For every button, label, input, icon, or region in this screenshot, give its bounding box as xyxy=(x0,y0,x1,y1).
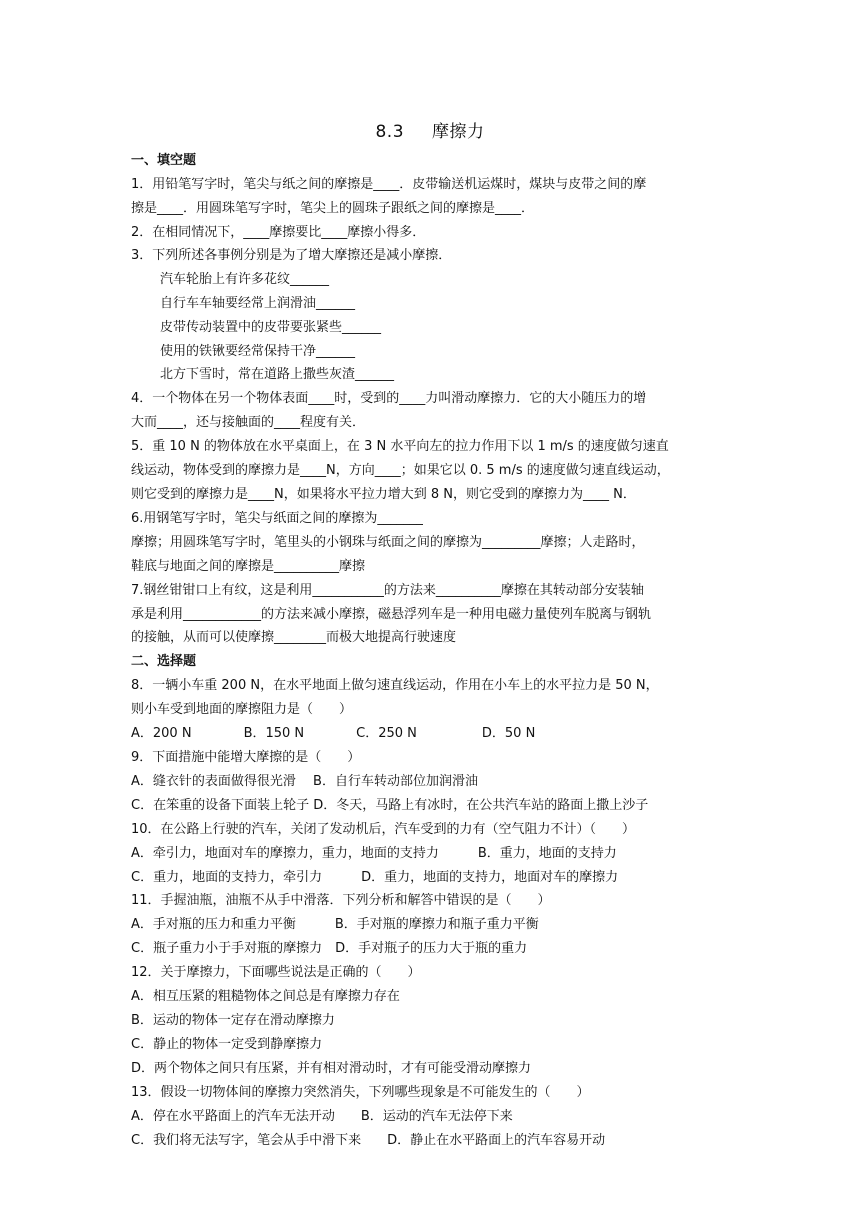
page-title xyxy=(0,117,860,142)
question-line: 1．用铅笔写字时，笔尖与纸之间的摩擦是____．皮带输送机运煤时，煤块与皮带之间的摩 xyxy=(131,177,647,192)
section-number: 8.3 xyxy=(375,122,405,142)
option-line: A．手对瓶的压力和重力平衡 B．手对瓶的摩擦力和瓶子重力平衡 xyxy=(131,917,539,932)
question-line: 2．在相同情况下，____摩擦要比____摩擦小得多． xyxy=(131,225,426,240)
question-line: 6.用钢笔写字时，笔尖与纸面之间的摩擦为_______ xyxy=(131,511,423,526)
option-line: A．200 N B．150 N C．250 N D．50 N xyxy=(131,726,536,741)
option-line: A．缝衣针的表面做得很光滑 B．自行车转动部位加润滑油 xyxy=(131,774,478,789)
question-line: 11．手握油瓶，油瓶不从手中滑落．下列分析和解答中错误的是（ ） xyxy=(131,893,551,908)
option-line: C．瓶子重力小于手对瓶的摩擦力 D．手对瓶子的压力大于瓶的重力 xyxy=(131,941,528,956)
option-line: C．重力，地面的支持力，牵引力 D．重力，地面的支持力，地面对车的摩擦力 xyxy=(131,870,619,885)
option-line: C．我们将无法写字，笔会从手中滑下来 D．静止在水平路面上的汽车容易开动 xyxy=(131,1133,606,1148)
question-line: 鞋底与地面之间的摩擦是__________摩擦 xyxy=(131,559,366,574)
question-line: 7.钢丝钳钳口上有纹，这是利用___________的方法来__________摩擦在其转动部分安装轴 xyxy=(131,583,644,598)
option-line: A．停在水平路面上的汽车无法开动 B．运动的汽车无法停下来 xyxy=(131,1109,513,1124)
example-line: 皮带传动装置中的皮带要张紧些______ xyxy=(160,320,382,335)
option-line: A．相互压紧的粗糙物体之间总是有摩擦力存在 xyxy=(131,989,400,1004)
section-heading-fill-in: 一、填空题 xyxy=(131,153,197,168)
question-line: 擦是____．用圆珠笔写字时，笔尖上的圆珠子跟纸之间的摩擦是____． xyxy=(131,201,535,216)
option-line: C．静止的物体一定受到静摩擦力 xyxy=(131,1037,323,1052)
question-line: 4．一个物体在另一个物体表面____时，受到的____力叫滑动摩擦力．它的大小随压力的增 xyxy=(131,391,647,406)
question-line: 8．一辆小车重 200 N，在水平地面上做匀速直线运动，作用在小车上的水平拉力是 50 N， xyxy=(131,678,659,693)
section-heading-choice: 二、选择题 xyxy=(131,654,197,669)
question-line: 摩擦；用圆珠笔写字时，笔里头的小钢珠与纸面之间的摩擦为_________摩擦；人走路时， xyxy=(131,535,645,550)
option-line: A．牵引力，地面对车的摩擦力，重力，地面的支持力 B．重力，地面的支持力 xyxy=(131,846,617,861)
option-line: B．运动的物体一定存在滑动摩擦力 xyxy=(131,1013,335,1028)
question-line: 3．下列所述各事例分别是为了增大摩擦还是减小摩擦． xyxy=(131,248,452,263)
question-line: 的接触，从而可以使摩擦________而极大地提高行驶速度 xyxy=(131,630,457,645)
option-line: C．在笨重的设备下面装上轮子 D．冬天，马路上有冰时，在公共汽车站的路面上撒上沙子 xyxy=(131,798,649,813)
example-line: 使用的铁锹要经常保持干净______ xyxy=(160,344,356,359)
question-line: 12．关于摩擦力，下面哪些说法是正确的（ ） xyxy=(131,965,421,980)
question-line: 大而____，还与接触面的____程度有关． xyxy=(131,415,366,430)
question-line: 5．重 10 N 的物体放在水平桌面上，在 3 N 水平向左的拉力作用下以 1 m/s 的速度做匀速直 xyxy=(131,439,669,454)
option-line: D．两个物体之间只有压紧，并有相对滑动时，才有可能受滑动摩擦力 xyxy=(131,1061,532,1076)
example-line: 北方下雪时，常在道路上撒些灰渣______ xyxy=(160,367,395,382)
example-line: 汽车轮胎上有许多花纹______ xyxy=(160,272,330,287)
question-line: 则它受到的摩擦力是____N，如果将水平拉力增大到 8 N，则它受到的摩擦力为____ N． xyxy=(131,487,636,502)
question-line: 线运动，物体受到的摩擦力是____N，方向____；如果它以 0. 5 m/s 的速度做匀速直线运动， xyxy=(131,463,670,478)
question-line: 承是利用____________的方法来减小摩擦，磁悬浮列车是一种用电磁力量使列车脱离与钢轨 xyxy=(131,607,652,622)
question-line: 13．假设一切物体间的摩擦力突然消失，下列哪些现象是不可能发生的（ ） xyxy=(131,1085,590,1100)
example-line: 自行车车轴要经常上润滑油______ xyxy=(160,296,356,311)
question-line: 9．下面措施中能增大摩擦的是（ ） xyxy=(131,750,361,765)
title-text: 摩擦力 xyxy=(432,122,485,142)
question-line: 10．在公路上行驶的汽车，关闭了发动机后，汽车受到的力有（空气阻力不计）（ ） xyxy=(131,822,636,837)
question-line: 则小车受到地面的摩擦阻力是（ ） xyxy=(131,702,353,717)
